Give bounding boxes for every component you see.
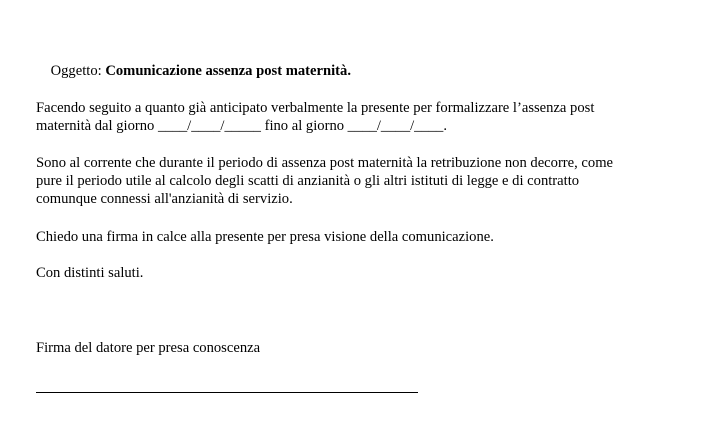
paragraph-3: Chiedo una firma in calce alla presente per presa visione della comunicazione.	[36, 229, 494, 245]
paragraph-1-line-1: Facendo seguito a quanto già anticipato verbalmente la presente per formalizzare l’assenza post	[36, 100, 595, 116]
subject-label: Oggetto:	[50, 63, 106, 79]
paragraph-2-line-1: Sono al corrente che durante il periodo di assenza post maternità la retribuzione non decorre, come	[36, 155, 614, 171]
closing-text: Con distinti saluti.	[36, 265, 144, 281]
paragraph-2-line-2: pure il periodo utile al calcolo degli scatti di anzianità o gli altri istituti di legge e di contratto	[36, 173, 580, 189]
subject-text: Comunicazione assenza post maternità.	[105, 63, 351, 79]
paragraph-1-line-2: maternità dal giorno ____/____/_____ fino al giorno ____/____/____.	[36, 118, 448, 134]
paragraph-2-line-3: comunque connessi all'anzianità di servizio.	[36, 191, 293, 207]
signature-label: Firma del datore per presa conoscenza	[36, 340, 261, 356]
signature-line	[36, 392, 418, 393]
subject-line	[36, 44, 351, 98]
